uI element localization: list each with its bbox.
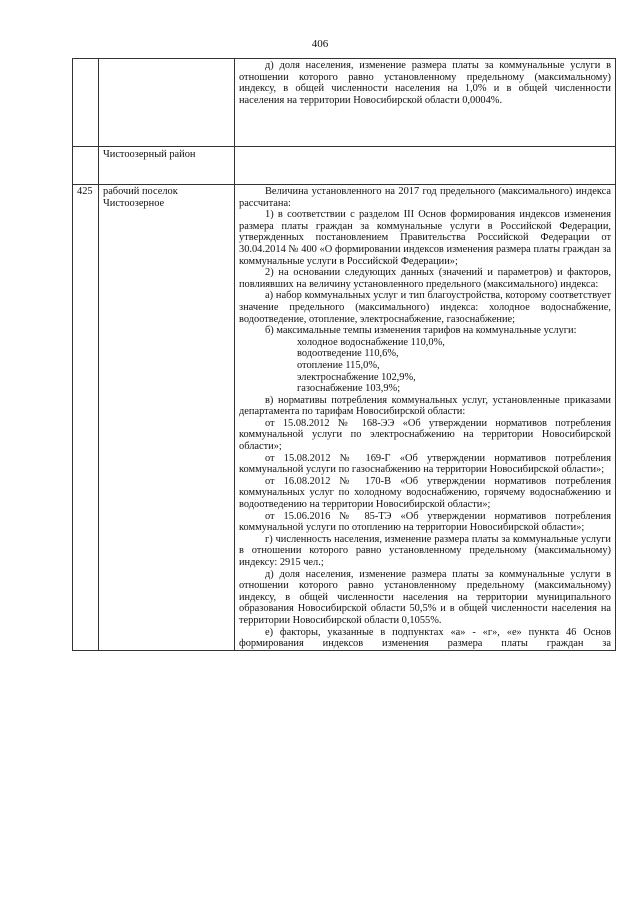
tariff-item: газоснабжение 103,9%; (297, 383, 401, 395)
paragraph-v: в) нормативы потребления коммунальных услуг, установленные приказами департамента по тарифам Новосибирской области: (239, 394, 611, 418)
paragraph-intro: Величина установленного на 2017 год предельного (максимального) индекса рассчитана: (239, 186, 611, 209)
settlement-cell (99, 59, 235, 147)
number-cell (73, 147, 99, 185)
table-row-district (73, 147, 616, 185)
settlement-name: рабочий поселок Чистоозерное (99, 185, 235, 651)
tariff-item: холодное водоснабжение 110,0%, (297, 336, 445, 348)
tariff-list (239, 337, 611, 395)
page-number: 406 (311, 38, 329, 50)
index-table (72, 58, 616, 651)
district-name: Чистоозерный район (99, 147, 235, 185)
table-row-continuation (73, 59, 616, 147)
paragraph-order-168: от 15.08.2012 № 168-ЭЭ «Об утверждении нормативов потребления коммунальной услуги по электроснабжению на территории Новосибирской области»; (239, 417, 611, 453)
paragraph-order-170: от 16.08.2012 № 170-В «Об утверждении нормативов потребления коммунальных услуг по холодному водоснабжению, горячему водоснабжению и водоотведению на территории Новосибирской области»; (239, 475, 611, 511)
description-cell (235, 59, 616, 147)
tariff-item: отопление 115,0%, (297, 359, 380, 371)
paragraph-a: а) набор коммунальных услуг и тип благоустройства, которому соответствует значение предельного (максимального) индекса: холодное водоснабжение, водоотведение, отопление, электроснабжение, газоснабжение; (239, 290, 611, 325)
paragraph-d: д) доля населения, изменение размера платы за коммунальные услуги в отношении которого равно установленному предельному (максимальному) индексу, в общей численности населения на территории муниципального образования Новосибирской области 50,5% и в общей численности населения на территории Новосибирской области 0,1055%. (239, 568, 611, 626)
paragraph-order-85: от 15.06.2016 № 85-ТЭ «Об утверждении нормативов потребления коммунальной услуги по отоплению на территории Новосибирской области»; (239, 510, 611, 534)
table-row-425 (73, 185, 616, 651)
tariff-item: электроснабжение 102,9%, (297, 371, 416, 383)
description-cell (235, 147, 616, 185)
paragraph-1: 1) в соответствии с разделом III Основ формирования индексов изменения размера платы граждан за коммунальные услуги в Российской Федерации, утвержденных постановлением Правительства Российской Федерации от 30.04.2014 № 400 «О формировании индексов изменения размера платы граждан за коммунальные услуги в Российской Федерации»; (239, 209, 611, 267)
tariff-item: водоотведение 110,6%, (297, 348, 399, 360)
row-number: 425 (73, 185, 99, 651)
number-cell (73, 59, 99, 147)
paragraph-2: 2) на основании следующих данных (значений и параметров) и факторов, повлиявших на величину установленного предельного (максимального) индекса: (239, 267, 611, 290)
paragraph-share-population: д) доля населения, изменение размера платы за коммунальные услуги в отношении которого равно установленному предельному (максимальному) индексу, в общей численности населения на 1,0% и в общей численности населения на территории Новосибирской области 0,0004%. (239, 60, 611, 106)
paragraph-e: е) факторы, указанные в подпунктах «а» - «г», «е» пункта 46 Основ формирования индексов изменения размера платы граждан за (239, 626, 611, 650)
paragraph-g: г) численность населения, изменение размера платы за коммунальные услуги в отношении которого равно установленному предельному (максимальному) индексу: 2915 чел.; (239, 533, 611, 568)
paragraph-order-169: от 15.08.2012 № 169-Г «Об утверждении нормативов потребления коммунальной услуги по газоснабжению на территории Новосибирской области»; (239, 452, 611, 476)
description-cell (235, 185, 616, 651)
paragraph-b: б) максимальные темпы изменения тарифов на коммунальные услуги: (265, 325, 577, 337)
